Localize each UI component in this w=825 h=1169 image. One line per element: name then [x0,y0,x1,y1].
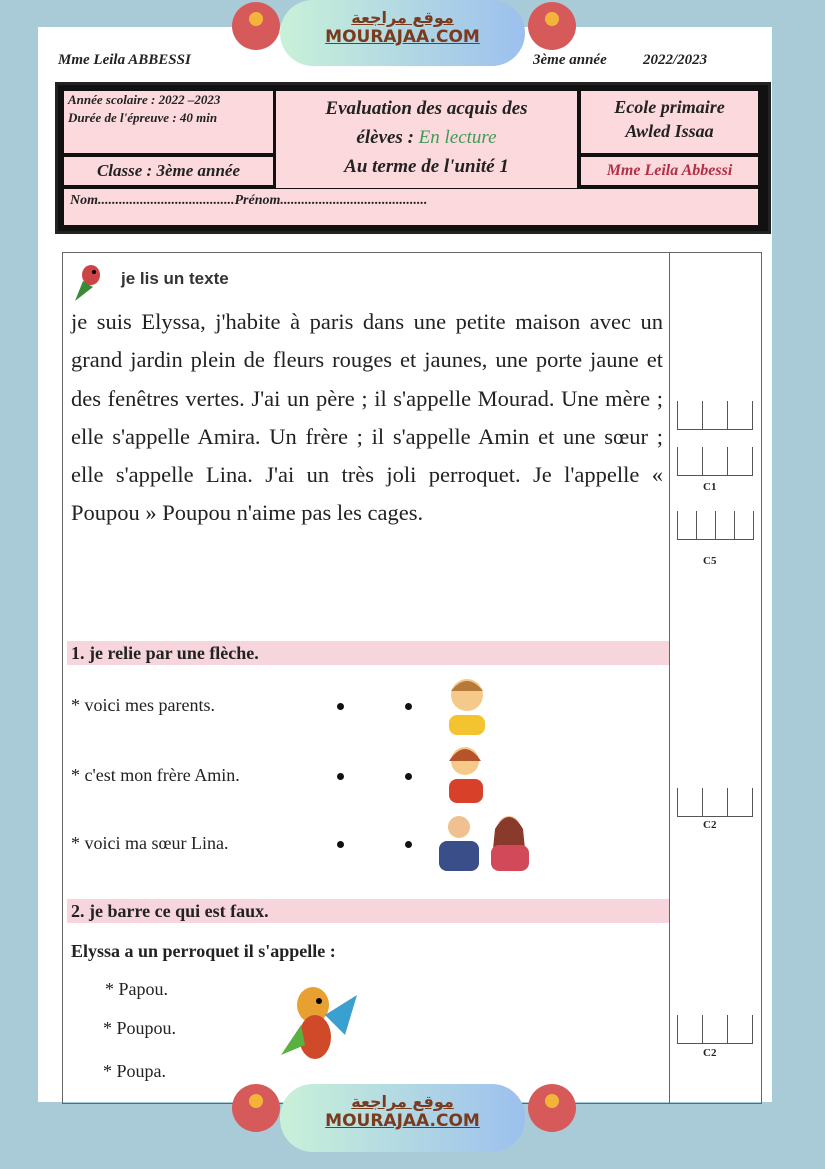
school-year: Année scolaire : 2022 –2023 [68,92,221,107]
teacher-cell: Mme Leila Abbessi [581,157,758,185]
watermark-banner-bottom[interactable] [280,1084,525,1152]
girl-image [431,739,493,803]
level: 3ème année [533,52,607,68]
dot-right[interactable] [405,703,412,710]
reading-text: je suis Elyssa, j'habite à paris dans une petite maison avec un grand jardin plein de fleurs rouges et jaunes, une porte jaune et des fenêtres vertes. J'ai un père ; il s'appelle Mourad. Une mère ; elle s'appelle Amira. Un frère ; il s'appelle Amin et une sœur ; elle s'appelle Lina. J'ai un très joli perroquet. Je l'appelle « Poupou » Poupou n'aime pas les cages. [71,309,663,526]
watermark-site: MOURAJAA.COM [325,1111,480,1131]
dot-left[interactable] [337,703,344,710]
watermark-logo-icon [232,1084,280,1132]
criterion-label: C5 [703,555,717,567]
score-boxes[interactable] [677,511,754,540]
title-line1: Evaluation des acquis des [325,98,528,119]
watermark-logo-icon [232,2,280,50]
reading-section [62,252,762,1104]
title-line2: élèves : [356,127,419,148]
score-boxes[interactable] [677,401,753,430]
q1-item: * voici ma sœur Lina. [71,833,229,853]
name-field[interactable]: Nom.......................................Prénom.......................................... [64,189,758,225]
q2-option[interactable]: * Poupou. [103,1018,177,1038]
school-line2: Awled Issaa [625,121,714,141]
q1-item: * voici mes parents. [71,695,215,715]
q2-option[interactable]: * Poupa. [103,1061,166,1081]
title-line3: Au terme de l'unité 1 [344,156,509,177]
school-line1: Ecole primaire [614,97,725,117]
header-table [55,82,771,234]
q1-title: 1. je relie par une flèche. [67,641,669,665]
watermark-arabic: موقع مراجعة [351,1092,454,1111]
parents-image [431,809,541,871]
parrot-image [275,975,359,1079]
boy-image [441,671,493,735]
criterion-label: C2 [703,1047,717,1059]
dot-left[interactable] [337,841,344,848]
class-label: Classe : 3ème année [64,157,273,185]
q2-option[interactable]: * Papou. [105,979,168,999]
dot-right[interactable] [405,773,412,780]
year: 2022/2023 [643,52,708,68]
reading-title: je lis un texte [121,269,229,288]
subject: En lecture [418,127,497,148]
q2-question: Elyssa a un perroquet il s'appelle : [71,941,336,961]
duration: Durée de l'épreuve : 40 min [68,110,218,125]
watermark-logo-icon [528,2,576,50]
watermark-logo-icon [528,1084,576,1132]
q1-item: * c'est mon frère Amin. [71,765,240,785]
grading-column [669,253,670,1103]
watermark-arabic: موقع مراجعة [351,8,454,27]
watermark-site: MOURAJAA.COM [325,27,480,47]
q2-title: 2. je barre ce qui est faux. [67,899,669,923]
criterion-label: C2 [703,819,717,831]
score-boxes[interactable] [677,1015,753,1044]
parrot-icon [69,257,111,305]
watermark-banner-top[interactable] [280,0,525,66]
score-boxes[interactable] [677,788,753,817]
score-boxes[interactable] [677,447,753,476]
dot-right[interactable] [405,841,412,848]
dot-left[interactable] [337,773,344,780]
criterion-label: C1 [703,481,717,493]
teacher-name: Mme Leila ABBESSI [58,52,191,68]
